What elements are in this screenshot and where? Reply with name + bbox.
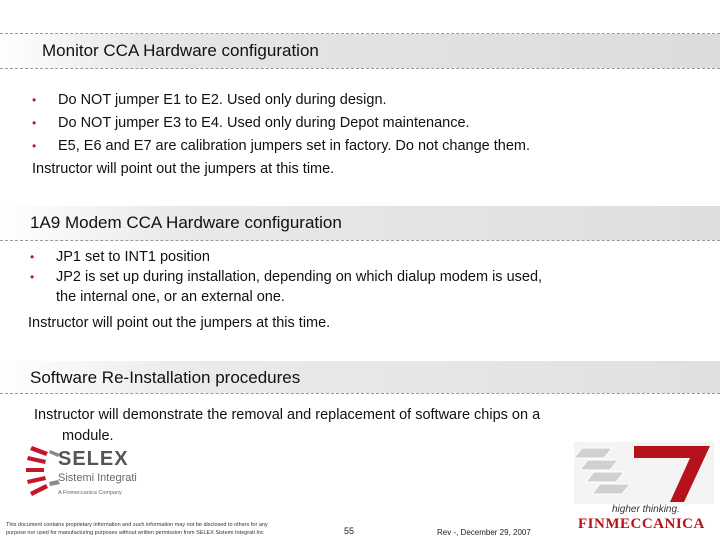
bullet-icon: • bbox=[32, 139, 37, 153]
section-1-title: Monitor CCA Hardware configuration bbox=[42, 41, 319, 60]
section-1-divider bbox=[0, 68, 720, 69]
section-3-line-1: Instructor will demonstrate the removal and replacement of software chips on a bbox=[34, 407, 541, 423]
section-3-title: Software Re-Installation procedures bbox=[30, 368, 301, 387]
selex-name: SELEX bbox=[58, 448, 129, 470]
section-1-bullet-3: E5, E6 and E7 are calibration jumpers set in factory. Do not change them. bbox=[58, 138, 531, 154]
footer-disclaimer-line-2: purpose nor used for manufacturing purposes without written permission from SELEX Sistemi Integrati Inc bbox=[6, 530, 264, 536]
finmeccanica-logo bbox=[572, 442, 718, 538]
selex-logo bbox=[26, 442, 176, 512]
section-2-bullet-2-line-2: the internal one, or an external one. bbox=[56, 289, 285, 305]
finmeccanica-brand: FINMECCANICA bbox=[578, 516, 705, 532]
bullet-icon: • bbox=[30, 270, 35, 284]
section-2-bullet-2-line-1: JP2 is set up during installation, depending on which dialup modem is used, bbox=[56, 269, 543, 285]
finmeccanica-graphic-icon bbox=[574, 442, 714, 504]
page-number: 55 bbox=[344, 526, 355, 536]
footer-disclaimer bbox=[6, 521, 268, 537]
bullet-icon: • bbox=[30, 250, 35, 264]
section-2-title: 1A9 Modem CCA Hardware configuration bbox=[30, 213, 342, 232]
bullet-icon: • bbox=[32, 116, 37, 130]
revision-date: Rev -, December 29, 2007 bbox=[437, 528, 531, 537]
section-2-divider bbox=[0, 240, 720, 241]
finmeccanica-tagline: higher thinking. bbox=[612, 504, 680, 515]
section-3-line-2: module. bbox=[62, 428, 114, 444]
section-2-bullet-1: JP1 set to INT1 position bbox=[56, 249, 210, 265]
section-1-bullet-2: Do NOT jumper E3 to E4. Used only during Depot maintenance. bbox=[58, 115, 470, 131]
bullet-icon: • bbox=[32, 93, 37, 107]
selex-subtitle: Sistemi Integrati bbox=[58, 472, 137, 484]
selex-tagline: A Finmeccanica Company bbox=[58, 490, 122, 496]
selex-mark-icon bbox=[26, 442, 62, 496]
footer-disclaimer-line-1: This document contains proprietary information and such information may not be disclosed to others for any bbox=[6, 522, 268, 528]
section-2-note: Instructor will point out the jumpers at this time. bbox=[28, 315, 331, 331]
section-3-divider bbox=[0, 393, 720, 394]
section-1-bullet-1: Do NOT jumper E1 to E2. Used only during design. bbox=[58, 92, 387, 108]
section-1-note: Instructor will point out the jumpers at this time. bbox=[32, 161, 335, 177]
